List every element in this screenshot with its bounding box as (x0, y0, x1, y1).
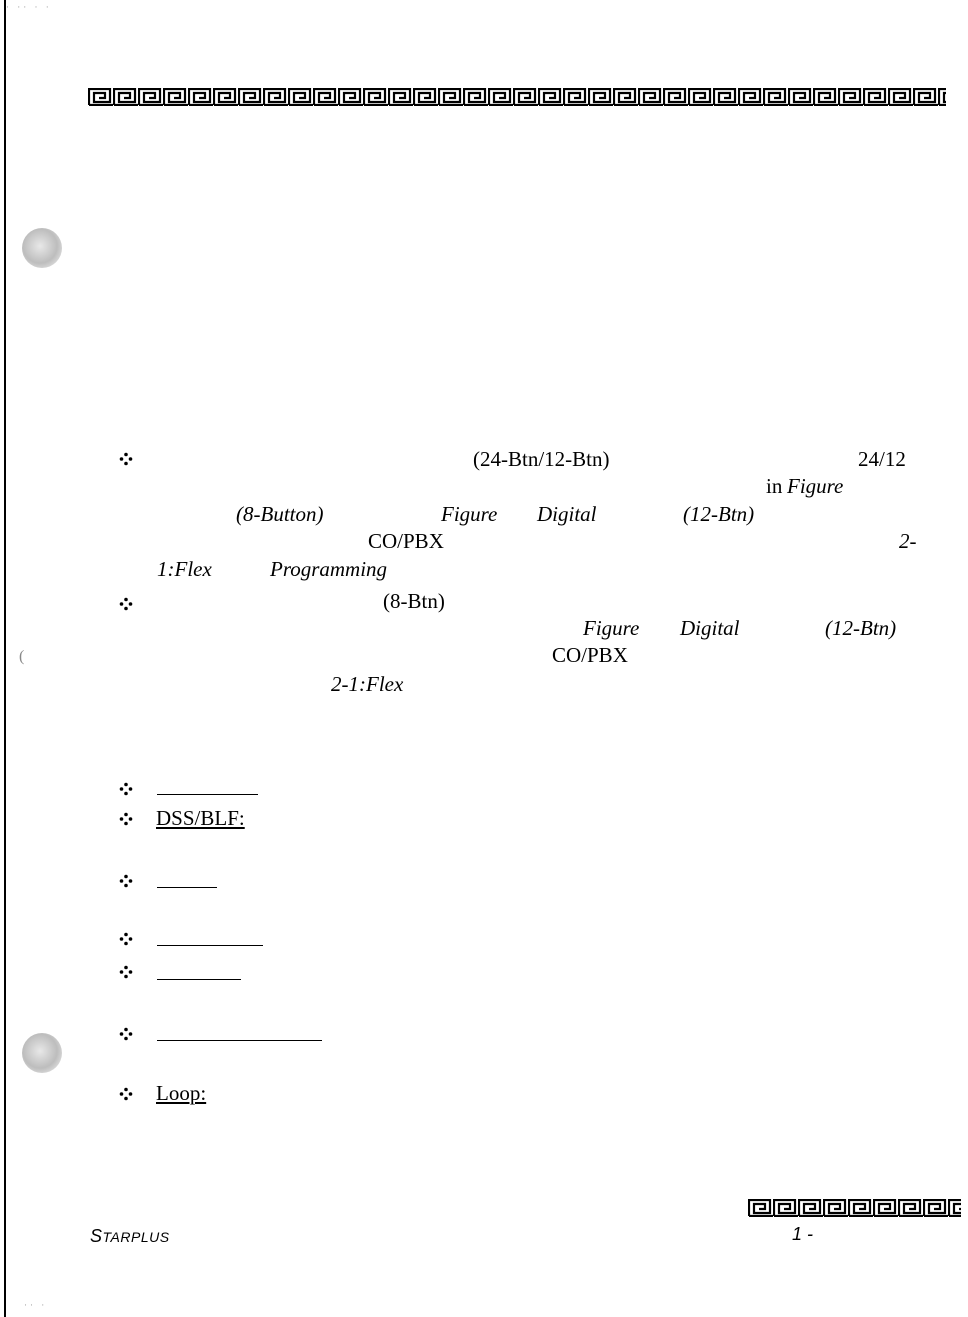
page-binding-rule (4, 0, 6, 1317)
footer-brand-rest: TARPLUS (102, 1229, 170, 1245)
footer-brand (90, 1226, 170, 1247)
figure-ref: Figure (441, 502, 498, 526)
text-fragment: (8-Btn) (383, 589, 445, 613)
text-fragment: (8-Button) (236, 502, 324, 526)
term-underline (157, 945, 263, 946)
footer-page-number: 1 - (792, 1224, 814, 1244)
diamond-bullet-icon (119, 597, 133, 611)
figure-ref: Figure (583, 616, 640, 640)
term-underline (157, 979, 241, 980)
text-fragment: Programming (270, 557, 388, 581)
text-fragment: (24-Btn/12-Btn) (473, 447, 610, 471)
figure-ref: Figure (787, 474, 844, 498)
text-fragment: 2- (899, 529, 917, 553)
text-fragment: in (766, 474, 783, 498)
punch-hole (22, 1033, 62, 1073)
text-fragment: 1:Flex (157, 557, 212, 581)
diamond-bullet-icon (119, 1027, 133, 1041)
diamond-bullet-icon (119, 452, 133, 466)
text-fragment: CO/PBX (552, 643, 628, 667)
text-fragment: 2-1:Flex (331, 672, 404, 696)
scan-specks: ·· · (24, 1300, 48, 1310)
diamond-bullet-icon (119, 874, 133, 888)
footer-brand-cap: S (90, 1226, 103, 1246)
term-underline (157, 887, 217, 888)
greek-key-header-border (88, 88, 946, 106)
diamond-bullet-icon (119, 932, 133, 946)
term-underline (157, 1040, 322, 1041)
punch-hole (22, 228, 62, 268)
diamond-bullet-icon (119, 965, 133, 979)
greek-key-footer-border (748, 1199, 961, 1217)
text-fragment: Digital (537, 502, 597, 526)
diamond-bullet-icon (119, 812, 133, 826)
text-fragment: (12-Btn) (825, 616, 897, 640)
term-underline (157, 794, 258, 795)
text-fragment: Digital (680, 616, 740, 640)
scan-specks: · ·· · · (6, 2, 52, 12)
loop-label: Loop: (156, 1081, 207, 1105)
text-fragment: CO/PBX (368, 529, 444, 553)
term-dss-blf: DSS/BLF: (156, 806, 245, 830)
text-fragment: (12-Btn) (683, 502, 755, 526)
term-loop (156, 1081, 206, 1105)
text-fragment: 24/12 (858, 447, 906, 471)
diamond-bullet-icon (119, 782, 133, 796)
diamond-bullet-icon (119, 1087, 133, 1101)
margin-mark: ( (19, 648, 25, 665)
